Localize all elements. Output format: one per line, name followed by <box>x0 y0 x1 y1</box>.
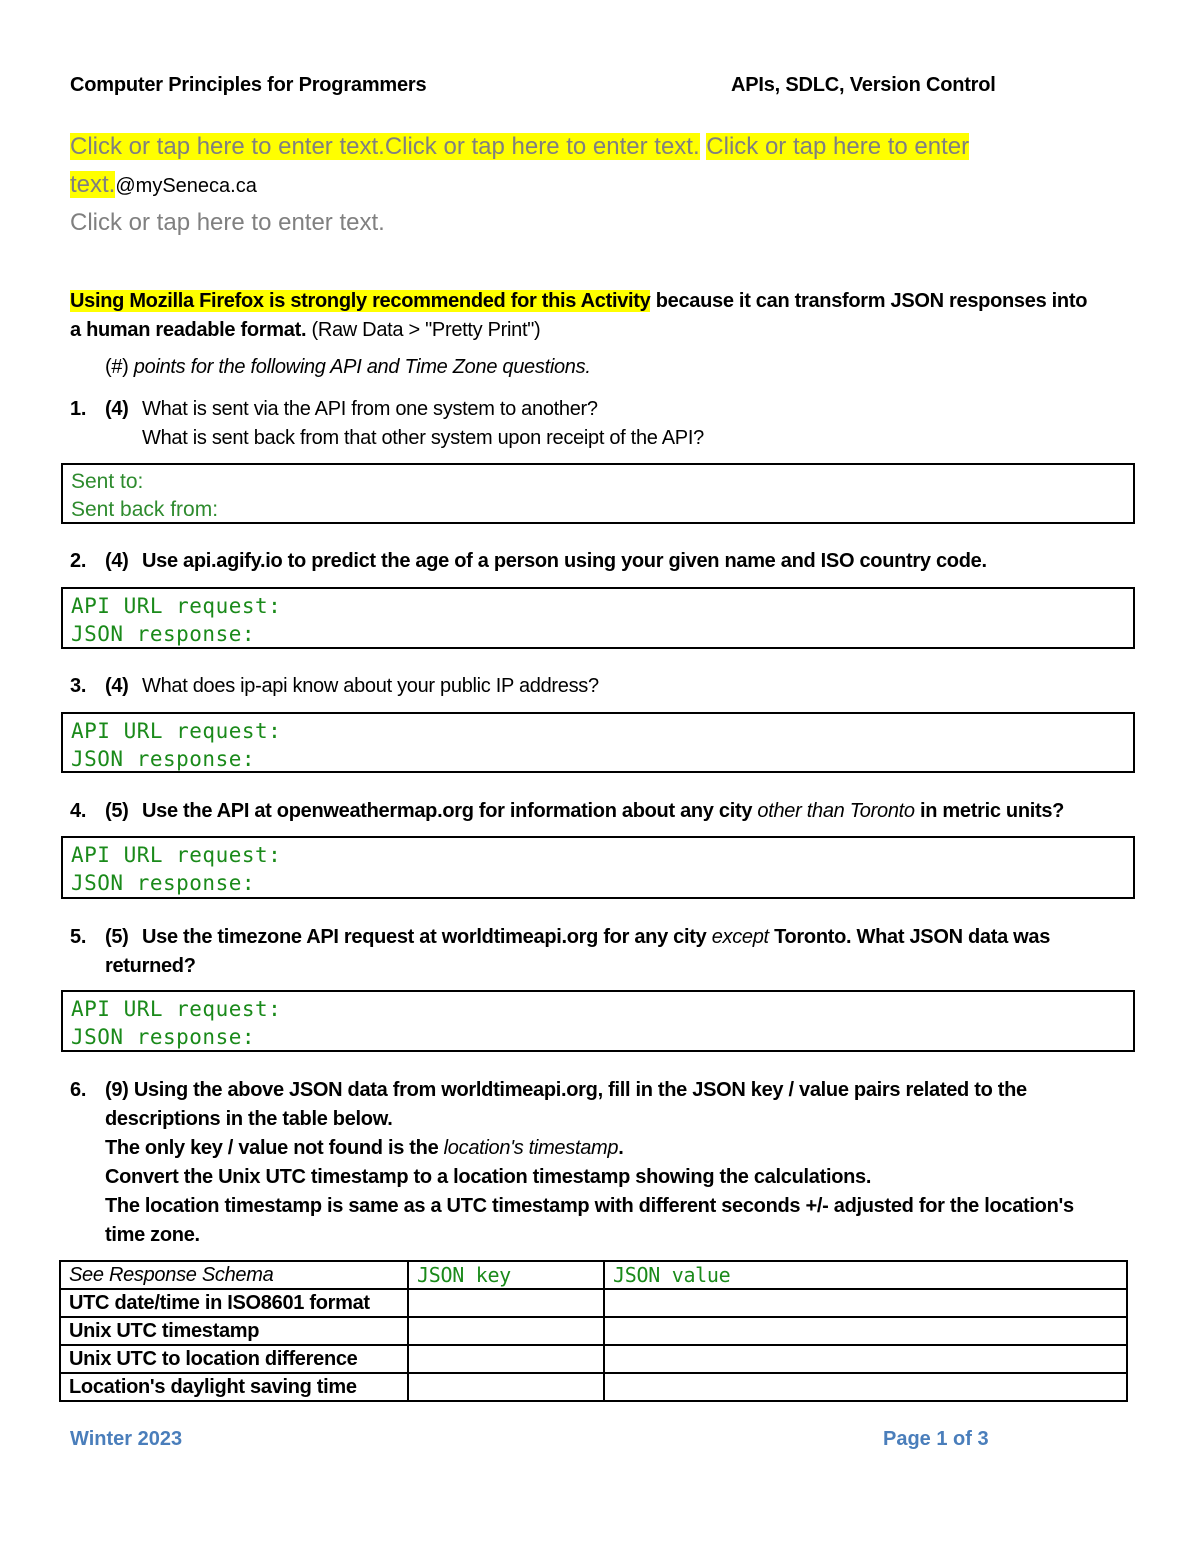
points-note-text: points for the following API and Time Zone questions. <box>128 356 591 378</box>
question-6 <box>70 1076 1074 1246</box>
question-number: 1. <box>70 398 87 420</box>
intro-bold-1: because it can transform JSON responses into <box>650 290 1088 312</box>
question-text-line6: time zone. <box>105 1224 200 1246</box>
table-header-key: JSON key <box>408 1261 604 1289</box>
answer-label-url: API URL request: <box>71 594 282 618</box>
question-number: 3. <box>70 675 87 697</box>
answer-box-2[interactable] <box>61 587 1135 649</box>
question-text-b: Toronto. What JSON data was <box>768 926 1051 948</box>
answer-box-4[interactable] <box>61 836 1135 899</box>
footer-term: Winter 2023 <box>70 1428 183 1450</box>
student-id-field[interactable]: Click or tap here to enter text. <box>70 209 385 236</box>
question-text-c: returned? <box>105 955 196 977</box>
student-name-line <box>70 128 1130 166</box>
firefox-recommendation <box>70 287 1140 345</box>
question-text-line2: What is sent back from that other system upon receipt of the API? <box>142 427 704 449</box>
table-row <box>60 1373 1127 1401</box>
first-name-field[interactable]: Click or tap here to enter text. <box>70 133 385 160</box>
answer-box-5[interactable] <box>61 990 1135 1052</box>
json-value-cell[interactable] <box>604 1317 1127 1345</box>
question-number: 2. <box>70 550 87 572</box>
question-text-a: Use the API at openweathermap.org for information about any city <box>142 800 758 822</box>
question-number: 6. <box>70 1079 87 1101</box>
question-points: (4) <box>105 398 129 420</box>
points-note-marker: (#) <box>105 356 129 378</box>
json-key-cell[interactable] <box>408 1289 604 1317</box>
firefox-highlight: Using Mozilla Firefox is strongly recommended for this Activity <box>70 290 651 312</box>
question-text: What does ip-api know about your public IP address? <box>142 675 599 697</box>
question-points: (4) <box>105 550 129 572</box>
json-key-value-table <box>59 1260 1128 1402</box>
json-key-cell[interactable] <box>408 1345 604 1373</box>
question-points: (5) <box>105 800 129 822</box>
last-name-field[interactable]: Click or tap here to enter text. <box>384 133 700 160</box>
json-key-cell[interactable] <box>408 1373 604 1401</box>
answer-label-json: JSON response: <box>71 871 256 895</box>
answer-label-sent-back: Sent back from: <box>71 498 219 521</box>
answer-label-json: JSON response: <box>71 622 256 646</box>
question-points: (9) <box>105 1079 129 1101</box>
json-key-cell[interactable] <box>408 1317 604 1345</box>
intro-bold-2: a human readable format. <box>70 319 307 341</box>
question-text-line3-italic: location's timestamp <box>443 1137 619 1159</box>
answer-box-3[interactable] <box>61 712 1135 773</box>
question-1 <box>70 395 704 449</box>
question-text-line4: Convert the Unix UTC timestamp to a location timestamp showing the calculations. <box>105 1166 872 1188</box>
topic-title: APIs, SDLC, Version Control <box>731 74 996 96</box>
row-description: Unix UTC to location difference <box>60 1345 408 1373</box>
question-number: 5. <box>70 926 87 948</box>
table-header-schema <box>60 1261 408 1289</box>
json-value-cell[interactable] <box>604 1289 1127 1317</box>
question-text-line3a: The only key / value not found is the <box>105 1137 444 1159</box>
answer-box-1[interactable] <box>61 463 1135 524</box>
intro-normal: (Raw Data > "Pretty Print") <box>306 319 541 341</box>
question-text: Use api.agify.io to predict the age of a person using your given name and ISO country code. <box>142 550 987 572</box>
answer-label-url: API URL request: <box>71 997 282 1021</box>
row-description: Unix UTC timestamp <box>60 1317 408 1345</box>
json-value-cell[interactable] <box>604 1345 1127 1373</box>
question-text-italic: other than Toronto <box>757 800 915 822</box>
email-line <box>70 166 257 205</box>
question-text-italic: except <box>711 926 769 948</box>
question-points: (4) <box>105 675 129 697</box>
row-description: UTC date/time in ISO8601 format <box>60 1289 408 1317</box>
question-3 <box>70 672 599 701</box>
question-text-line2: descriptions in the table below. <box>105 1108 393 1130</box>
question-points: (5) <box>105 926 129 948</box>
question-2 <box>70 547 987 576</box>
answer-label-sent-to: Sent to: <box>71 470 144 493</box>
footer-page-number: Page 1 of 3 <box>883 1428 989 1450</box>
question-5 <box>70 923 1051 977</box>
table-header-row <box>60 1261 1127 1289</box>
table-row <box>60 1317 1127 1345</box>
answer-label-url: API URL request: <box>71 719 282 743</box>
json-value-cell[interactable] <box>604 1373 1127 1401</box>
question-text-a: Use the timezone API request at worldtimeapi.org for any city <box>142 926 712 948</box>
row-description: Location's daylight saving time <box>60 1373 408 1401</box>
course-title: Computer Principles for Programmers <box>70 74 427 96</box>
table-header-value: JSON value <box>604 1261 1127 1289</box>
username-field-part1[interactable]: Click or tap here to enter <box>706 133 970 160</box>
answer-label-json: JSON response: <box>71 747 256 771</box>
question-text-line3b: . <box>618 1137 624 1159</box>
question-text-line1: What is sent via the API from one system to another? <box>142 398 598 420</box>
answer-label-url: API URL request: <box>71 843 282 867</box>
answer-label-json: JSON response: <box>71 1025 256 1049</box>
question-text-b: in metric units? <box>914 800 1065 822</box>
question-text-line1: Using the above JSON data from worldtimeapi.org, fill in the JSON key / value pairs related to the <box>133 1079 1027 1101</box>
header-schema-text: See Response Schema <box>69 1263 274 1286</box>
table-row <box>60 1289 1127 1317</box>
username-field-part2[interactable]: text. <box>70 171 116 198</box>
table-row <box>60 1345 1127 1373</box>
question-number: 4. <box>70 800 87 822</box>
question-4 <box>70 797 1065 826</box>
points-note <box>105 356 591 379</box>
question-text-line5: The location timestamp is same as a UTC timestamp with different seconds +/- adjusted for the location's <box>105 1195 1074 1217</box>
email-domain: @mySeneca.ca <box>115 175 257 197</box>
